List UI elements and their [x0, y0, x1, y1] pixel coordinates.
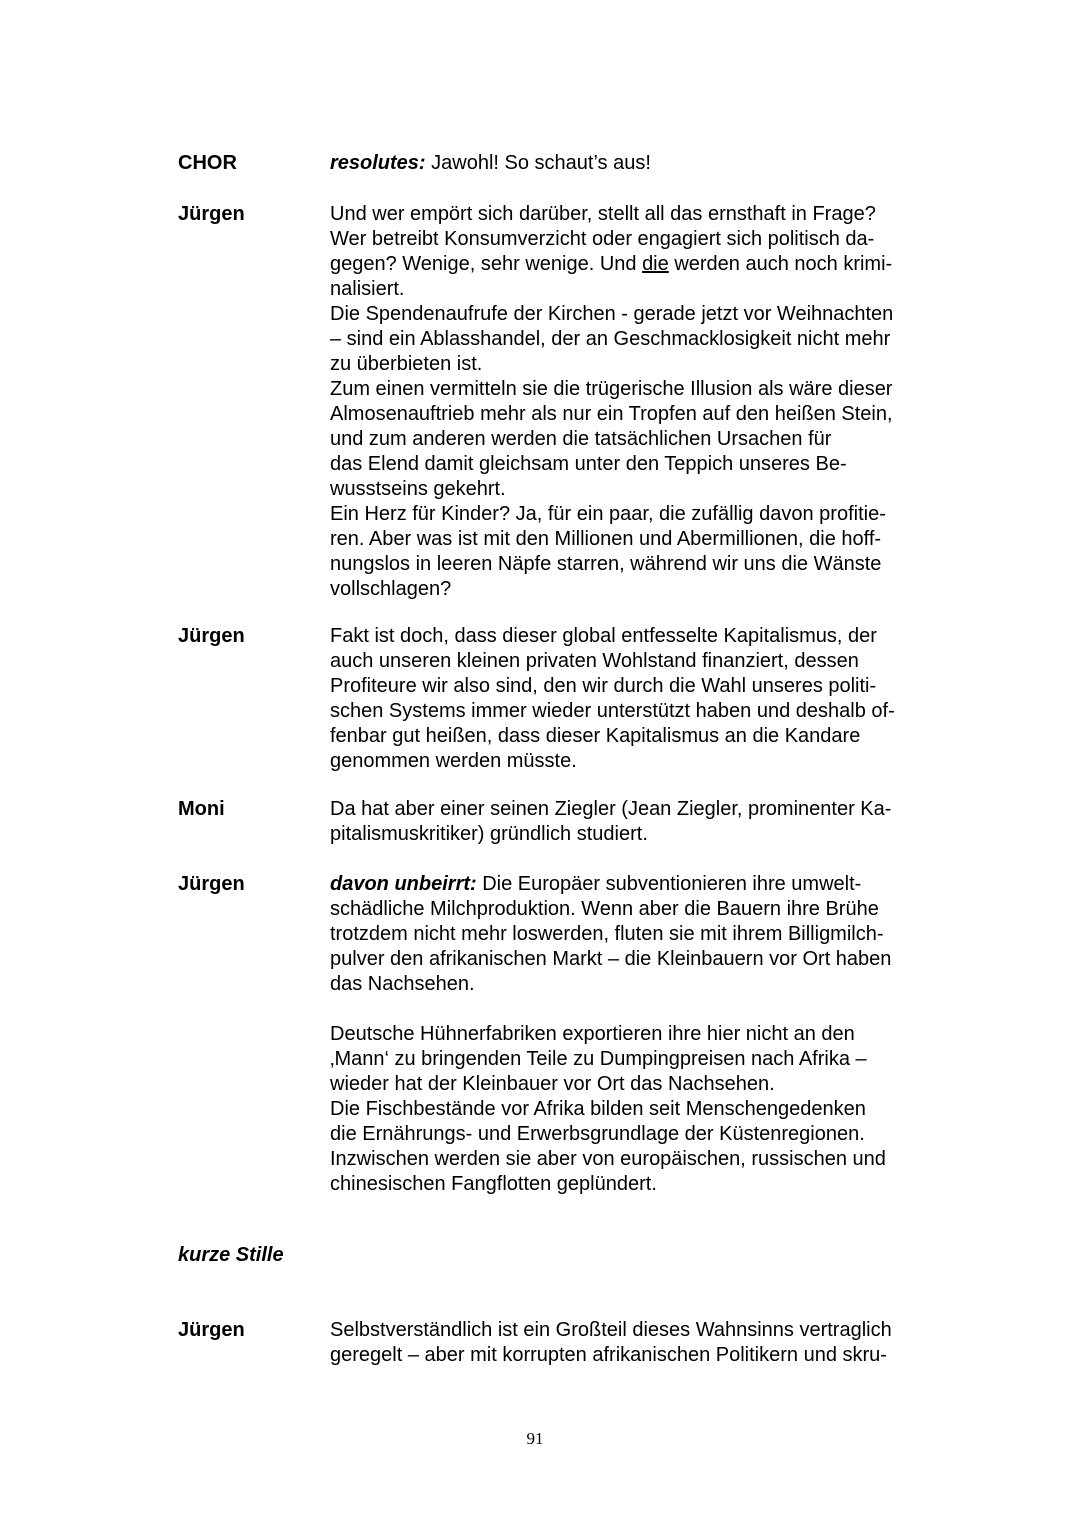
speech-line: schädliche Milchproduktion. Wenn aber die Bauern ihre Brühe	[330, 898, 879, 920]
speech-line: Und wer empört sich darüber, stellt all das ernsthaft in Frage?	[330, 203, 876, 225]
speech-text: werden auch noch krimi-	[668, 253, 893, 275]
stage-direction-inline: resolutes:	[330, 152, 426, 174]
speaker-moni: Moni	[178, 798, 225, 820]
speech-line: genommen werden müsste.	[330, 750, 577, 772]
speech-text: Jawohl! So schaut’s aus!	[425, 152, 651, 174]
speaker-chor: CHOR	[178, 152, 237, 174]
speech-line	[330, 252, 970, 277]
speech-line: Ein Herz für Kinder? Ja, für ein paar, die zufällig davon profitie-	[330, 503, 886, 525]
speech-line: wieder hat der Kleinbauer vor Ort das Nachsehen.	[330, 1073, 775, 1095]
speaker-juergen-4: Jürgen	[178, 1319, 245, 1341]
speech-line: geregelt – aber mit korrupten afrikanischen Politikern und skru-	[330, 1344, 887, 1366]
speech-line: trotzdem nicht mehr loswerden, fluten sie mit ihrem Billigmilch-	[330, 923, 884, 945]
speaker-juergen-1: Jürgen	[178, 203, 245, 225]
speech-line: Almosenauftrieb mehr als nur ein Tropfen auf den heißen Stein,	[330, 403, 893, 425]
speech-line: Zum einen vermitteln sie die trügerische Illusion als wäre dieser	[330, 378, 893, 400]
speech-line: und zum anderen werden die tatsächlichen Ursachen für	[330, 428, 832, 450]
stage-direction-inline: davon unbeirrt:	[330, 873, 477, 895]
speech-line: – sind ein Ablasshandel, der an Geschmacklosigkeit nicht mehr	[330, 328, 891, 350]
speech-line: Profiteure wir also sind, den wir durch die Wahl unseres politi-	[330, 675, 877, 697]
speech-line: das Elend damit gleichsam unter den Teppich unseres Be-	[330, 453, 847, 475]
speech-line: ‚Mann‘ zu bringenden Teile zu Dumpingpreisen nach Afrika –	[330, 1048, 867, 1070]
speech-moni	[330, 797, 970, 847]
stage-direction: kurze Stille	[178, 1244, 284, 1266]
speech-line	[330, 872, 970, 897]
page-number: 91	[526, 1429, 544, 1448]
underlined-word: die	[642, 253, 669, 275]
speech-line: nalisiert.	[330, 278, 405, 300]
speech-line: pitalismuskritiker) gründlich studiert.	[330, 823, 648, 845]
speech-line: Da hat aber einer seinen Ziegler (Jean Ziegler, prominenter Ka-	[330, 798, 892, 820]
speech-line: Wer betreibt Konsumverzicht oder engagiert sich politisch da-	[330, 228, 875, 250]
speech-juergen-2	[330, 624, 970, 774]
speech-line: das Nachsehen.	[330, 973, 475, 995]
speech-line: pulver den afrikanischen Markt – die Kleinbauern vor Ort haben	[330, 948, 892, 970]
speech-line: Die Fischbestände vor Afrika bilden seit Menschengedenken	[330, 1098, 866, 1120]
speech-juergen-1	[330, 202, 970, 602]
speech-line: schen Systems immer wieder unterstützt haben und deshalb of-	[330, 700, 895, 722]
speech-line: zu überbieten ist.	[330, 353, 483, 375]
speech-line: auch unseren kleinen privaten Wohlstand finanziert, dessen	[330, 650, 859, 672]
speech-line: vollschlagen?	[330, 578, 452, 600]
speech-juergen-4	[330, 1318, 970, 1368]
speech-line: fenbar gut heißen, dass dieser Kapitalismus an die Kandare	[330, 725, 861, 747]
speech-line: ren. Aber was ist mit den Millionen und Abermillionen, die hoff-	[330, 528, 882, 550]
speech-line	[330, 151, 970, 176]
speech-line	[330, 997, 970, 1022]
speech-line: wusstseins gekehrt.	[330, 478, 506, 500]
speaker-juergen-2: Jürgen	[178, 625, 245, 647]
speech-line: Fakt ist doch, dass dieser global entfesselte Kapitalismus, der	[330, 625, 877, 647]
speech-line: die Ernährungs- und Erwerbsgrundlage der Küstenregionen.	[330, 1123, 865, 1145]
speaker-juergen-3: Jürgen	[178, 873, 245, 895]
speech-line: Selbstverständlich ist ein Großteil dieses Wahnsinns vertraglich	[330, 1319, 892, 1341]
speech-text: gegen? Wenige, sehr wenige. Und	[330, 253, 643, 275]
speech-text: Die Europäer subventionieren ihre umwelt-	[476, 873, 862, 895]
speech-line: Inzwischen werden sie aber von europäischen, russischen und	[330, 1148, 886, 1170]
speech-line: Deutsche Hühnerfabriken exportieren ihre hier nicht an den	[330, 1023, 855, 1045]
speech-chor	[330, 151, 970, 176]
speech-line: nungslos in leeren Näpfe starren, während wir uns die Wänste	[330, 553, 882, 575]
speech-juergen-3	[330, 872, 970, 1197]
speech-line: chinesischen Fangflotten geplündert.	[330, 1173, 657, 1195]
speech-line: Die Spendenaufrufe der Kirchen - gerade jetzt vor Weihnachten	[330, 303, 894, 325]
